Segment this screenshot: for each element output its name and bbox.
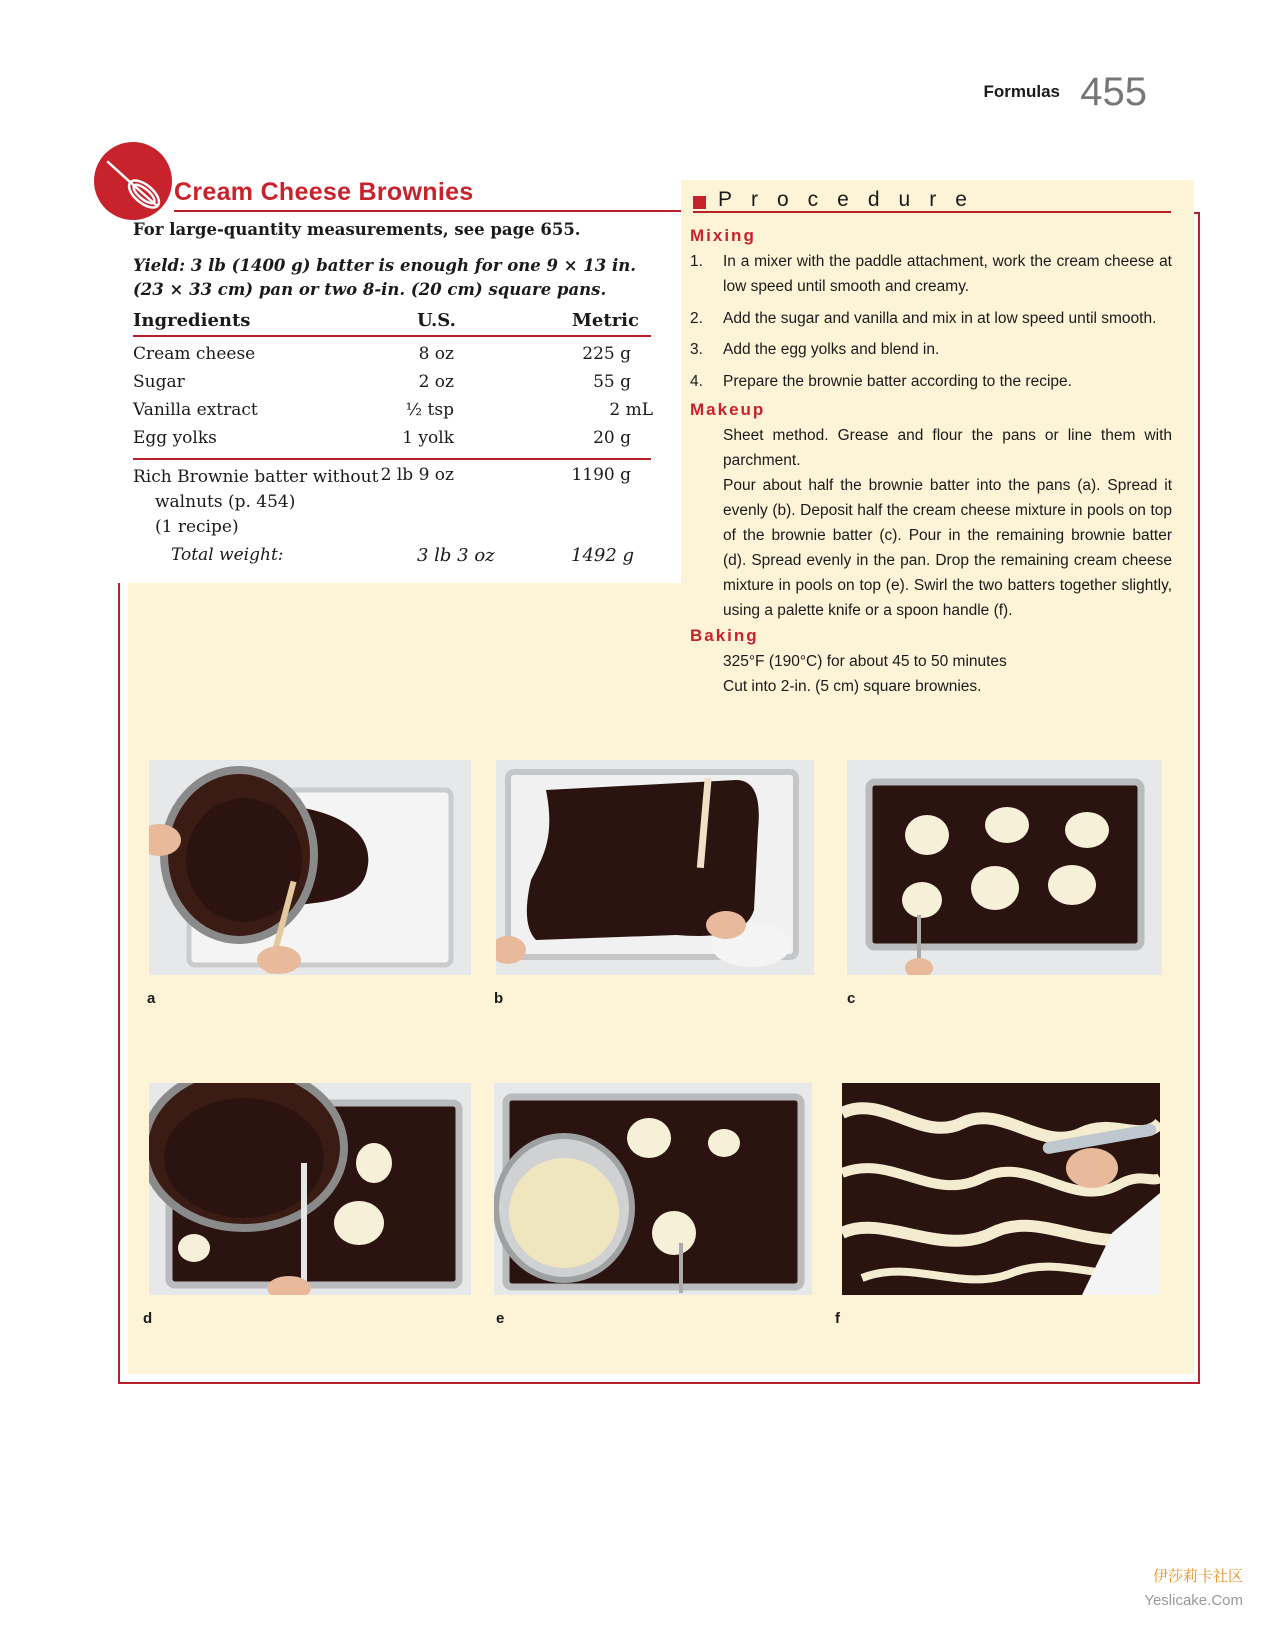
- ingredient-metric: 225 g: [582, 344, 631, 364]
- yield-line-2: (23 × 33 cm) pan or two 8-in. (20 cm) square pans.: [133, 280, 607, 299]
- table-row: [133, 428, 653, 456]
- col-header-us: U.S.: [417, 310, 456, 331]
- photo-caption-c: c: [847, 990, 856, 1007]
- recipe-title: Cream Cheese Brownies: [174, 178, 474, 206]
- ingredient-us: 8 oz: [418, 344, 454, 364]
- title-rule: [174, 210, 681, 212]
- step-text: In a mixer with the paddle attachment, work the cream cheese at low speed until smooth and creamy.: [723, 253, 1172, 295]
- section-heading-baking: Baking: [690, 626, 759, 645]
- photo-c: [847, 760, 1162, 975]
- ingredient-us: ½ tsp: [405, 400, 454, 420]
- ingredient-name: Cream cheese: [133, 344, 256, 364]
- photo-caption-a: a: [147, 990, 156, 1007]
- photo-caption-f: f: [835, 1310, 840, 1327]
- batter-name-line-3: (1 recipe): [155, 517, 239, 537]
- photo-caption-d: d: [143, 1310, 153, 1327]
- total-weight-metric: 1492 g: [571, 545, 635, 566]
- large-quantity-note: For large-quantity measurements, see page 655.: [133, 220, 581, 239]
- step-text: Add the egg yolks and blend in.: [723, 341, 940, 358]
- makeup-paragraph-1: Sheet method. Grease and flour the pans or line them with parchment.: [723, 427, 1172, 469]
- ingredient-us: 1 yolk: [402, 428, 454, 448]
- step-number: 3.: [690, 341, 703, 358]
- table-row: [133, 372, 653, 400]
- step-text: Prepare the brownie batter according to the recipe.: [723, 373, 1072, 390]
- batter-name-line-2: walnuts (p. 454): [155, 492, 296, 512]
- step-number: 1.: [690, 253, 703, 270]
- baking-line-1: 325°F (190°C) for about 45 to 50 minutes: [723, 653, 1007, 670]
- ingredient-metric: 20 g: [593, 428, 631, 448]
- makeup-paragraph-2: Pour about half the brownie batter into the pans (a). Spread it evenly (b). Deposit half the cream cheese mixture in pools on top of the brownie batter (c). Pour in the remaining brownie batter (d). Spread evenly in the pan. Drop the remaining cream cheese mixture in pools on top (e). Swirl the two batters together slightly, using a palette knife or a spoon handle (f).: [723, 477, 1172, 619]
- col-header-metric: Metric: [572, 310, 639, 331]
- procedure-title: Procedure: [718, 188, 986, 211]
- total-weight-us: 3 lb 3 oz: [417, 545, 495, 566]
- step-number: 2.: [690, 310, 703, 327]
- table-row: [133, 465, 653, 545]
- ingredient-metric: 1190 g: [571, 465, 631, 485]
- section-heading-mixing: Mixing: [690, 226, 756, 245]
- photo-e: [494, 1083, 812, 1295]
- ingredient-us: 2 oz: [418, 372, 454, 392]
- ingredient-metric: 55 g: [593, 372, 631, 392]
- procedure-step: [690, 337, 1172, 362]
- running-head: Formulas: [983, 82, 1060, 101]
- yield-note: [133, 254, 653, 302]
- watermark-cn: 伊莎莉卡社区: [1152, 1567, 1243, 1585]
- ingredient-name: Vanilla extract: [133, 400, 258, 420]
- page-number: 455: [1080, 70, 1147, 114]
- procedure-square-icon: [693, 196, 706, 209]
- procedure-step: [690, 306, 1172, 331]
- whisk-icon: [94, 142, 172, 220]
- procedure-rule: [693, 211, 1171, 213]
- header-rule: [133, 335, 651, 337]
- ingredient-name: Egg yolks: [133, 428, 217, 448]
- photo-caption-b: b: [494, 990, 504, 1007]
- photo-d: [149, 1083, 471, 1295]
- watermark-en: Yeslicake.Com: [1144, 1592, 1243, 1609]
- yield-line-1: Yield: 3 lb (1400 g) batter is enough for one 9 × 13 in.: [133, 256, 637, 275]
- step-text: Add the sugar and vanilla and mix in at low speed until smooth.: [723, 310, 1157, 327]
- procedure-step: [690, 249, 1172, 299]
- step-number: 4.: [690, 373, 703, 390]
- photo-a: [149, 760, 471, 975]
- section-heading-makeup: Makeup: [690, 400, 766, 419]
- photo-caption-e: e: [496, 1310, 505, 1327]
- table-row: [133, 400, 653, 428]
- procedure-step: [690, 369, 1172, 394]
- baking-line-2: Cut into 2-in. (5 cm) square brownies.: [723, 678, 982, 695]
- ingredient-name: [133, 465, 378, 540]
- batter-name-line-1: Rich Brownie batter without: [133, 467, 379, 487]
- ingredient-metric: 2 mL: [609, 400, 653, 420]
- photo-b: [496, 760, 814, 975]
- ingredient-name: Sugar: [133, 372, 185, 392]
- ingredient-us: 2 lb 9 oz: [380, 465, 454, 485]
- total-weight-label: Total weight:: [171, 545, 284, 565]
- table-row: [133, 344, 653, 372]
- ingredients-rule: [133, 458, 651, 460]
- col-header-ingredients: Ingredients: [133, 310, 251, 331]
- photo-f: [842, 1083, 1160, 1295]
